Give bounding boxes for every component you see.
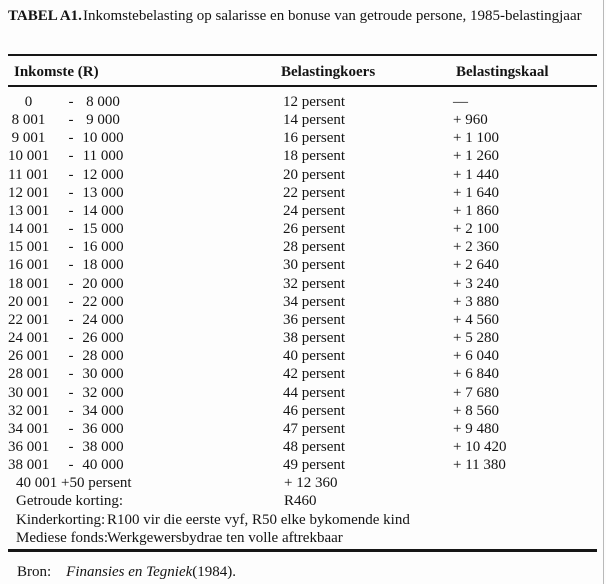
income-lower-bound: 12 001 <box>8 184 50 201</box>
table-header-row <box>0 60 606 85</box>
range-separator: - <box>68 148 74 165</box>
income-lower-bound: 30 001 <box>8 384 50 401</box>
table-row <box>0 384 606 402</box>
income-lower-bound: 36 001 <box>8 438 50 455</box>
income-upper-bound: 30 000 <box>82 366 124 383</box>
range-separator: - <box>68 348 74 365</box>
column-header-belastingkoers: Belastingkoers <box>281 64 376 80</box>
tax-rate: 42 persent <box>283 366 346 383</box>
tax-scale: + 6 040 <box>453 348 499 365</box>
income-lower-bound: 38 001 <box>8 457 50 474</box>
tax-scale: — <box>453 94 468 110</box>
income-upper-bound: 28 000 <box>82 348 124 365</box>
tax-scale: + 4 560 <box>453 311 499 328</box>
tax-rate: 28 persent <box>283 239 346 256</box>
column-header-inkomste: Inkomste (R) <box>14 64 99 80</box>
table-row <box>0 329 606 347</box>
income-upper-bound: 32 000 <box>82 384 124 401</box>
income-lower-bound: 16 001 <box>8 257 50 274</box>
table-row <box>0 166 606 184</box>
range-separator: - <box>68 402 74 419</box>
row-value: R460 <box>284 493 317 510</box>
income-lower-bound: 20 001 <box>8 293 50 310</box>
tax-rate: 34 persent <box>283 293 346 310</box>
tax-rate: 16 persent <box>283 130 346 147</box>
tax-rate: 30 persent <box>283 257 346 274</box>
table-title-label: TABEL A1. <box>8 8 82 24</box>
table-row <box>0 256 606 274</box>
range-separator: - <box>68 257 74 274</box>
income-upper-bound: 24 000 <box>82 311 124 328</box>
range-separator: - <box>68 275 74 292</box>
income-upper-bound: 16 000 <box>82 239 124 256</box>
income-upper-bound: 14 000 <box>82 202 124 219</box>
column-header-belastingskaal: Belastingskaal <box>456 64 549 80</box>
income-lower-bound: 24 001 <box>8 330 50 347</box>
range-separator: - <box>68 457 74 474</box>
table-row-mediese-fonds <box>0 529 606 547</box>
source-year: (1984). <box>192 564 237 580</box>
income-upper-bound: 11 000 <box>82 148 124 165</box>
tax-rate: 18 persent <box>283 148 346 165</box>
income-lower-bound: 14 001 <box>8 221 50 238</box>
table-row <box>0 311 606 329</box>
table-row <box>0 275 606 293</box>
income-lower-bound: 18 001 <box>8 275 50 292</box>
income-lower-bound: 9 001 <box>11 130 46 147</box>
tax-scale: + 10 420 <box>453 438 507 455</box>
tax-scale: + 7 680 <box>453 384 499 401</box>
table-row <box>0 111 606 129</box>
income-upper-bound: 38 000 <box>82 438 124 455</box>
row-label: Kinderkorting: <box>16 511 106 528</box>
tax-rate: 22 persent <box>283 184 346 201</box>
table-row <box>0 93 606 111</box>
table-bottom-rule <box>8 549 597 552</box>
table-row <box>0 238 606 256</box>
table-row-getroude-korting <box>0 492 606 510</box>
range-separator: - <box>68 384 74 401</box>
range-separator: - <box>68 330 74 347</box>
income-upper-bound: 13 000 <box>82 184 124 201</box>
range-separator: - <box>68 420 74 437</box>
table-header-rule <box>8 85 597 87</box>
table-row <box>0 347 606 365</box>
income-lower-bound: 13 001 <box>8 202 50 219</box>
tax-rate: 48 persent <box>283 438 346 455</box>
tax-scale: + 5 280 <box>453 330 499 347</box>
table-row <box>0 402 606 420</box>
income-upper-bound: 36 000 <box>82 420 124 437</box>
table-body <box>0 93 606 547</box>
range-separator: - <box>68 130 74 147</box>
income-upper-bound: 15 000 <box>82 221 124 238</box>
income-lower-bound: 26 001 <box>8 348 50 365</box>
income-upper-bound: 26 000 <box>82 330 124 347</box>
income-upper-bound: 12 000 <box>82 166 124 183</box>
table-row <box>0 438 606 456</box>
tax-rate: 24 persent <box>283 202 346 219</box>
income-upper-bound: 18 000 <box>82 257 124 274</box>
bracket-rows <box>0 93 606 474</box>
row-label: Mediese fonds: <box>16 529 109 546</box>
tax-rate: 47 persent <box>283 420 346 437</box>
row-value: + 12 360 <box>284 475 338 492</box>
tax-scale: + 960 <box>453 112 488 129</box>
income-lower-bound: 15 001 <box>8 239 50 256</box>
income-lower-bound: 11 001 <box>8 166 49 183</box>
table-row-top-bracket <box>0 474 606 492</box>
table-row <box>0 293 606 311</box>
source-line <box>17 562 236 582</box>
range-separator: - <box>68 239 74 256</box>
table-row-kinderkorting <box>0 511 606 529</box>
income-upper-bound: 40 000 <box>82 457 124 474</box>
range-separator: - <box>68 366 74 383</box>
tax-rate: 40 persent <box>283 348 346 365</box>
income-lower-bound: 34 001 <box>8 420 50 437</box>
row-label: Getroude korting: <box>16 493 124 510</box>
range-separator: - <box>68 438 74 455</box>
row-label: 40 001 +50 persent <box>16 475 132 492</box>
income-upper-bound: 8 000 <box>86 94 120 110</box>
income-lower-bound: 22 001 <box>8 311 50 328</box>
range-separator: - <box>68 293 74 310</box>
table-row <box>0 184 606 202</box>
tax-scale: + 2 640 <box>453 257 499 274</box>
income-lower-bound: 8 001 <box>11 112 46 129</box>
source-work-title: Finansies en Tegniek <box>66 564 193 580</box>
table-row <box>0 202 606 220</box>
table-row <box>0 365 606 383</box>
tax-scale: + 3 880 <box>453 293 499 310</box>
table-top-rule <box>8 54 597 56</box>
range-separator: - <box>68 202 74 219</box>
range-separator: - <box>68 112 74 129</box>
tax-scale: + 1 100 <box>453 130 499 147</box>
tax-scale: + 6 840 <box>453 366 499 383</box>
income-lower-bound: 32 001 <box>8 402 50 419</box>
tax-scale: + 1 260 <box>453 148 499 165</box>
income-upper-bound: 20 000 <box>82 275 124 292</box>
tax-rate: 38 persent <box>283 330 346 347</box>
tax-rate: 20 persent <box>283 166 346 183</box>
income-lower-bound: 0 <box>24 94 33 110</box>
tax-scale: + 3 240 <box>453 275 499 292</box>
tax-rate: 12 persent <box>283 94 346 110</box>
range-separator: - <box>68 166 74 183</box>
source-label: Bron: <box>17 564 52 580</box>
tax-rate: 32 persent <box>283 275 346 292</box>
tax-rate: 46 persent <box>283 402 346 419</box>
tax-rate: 36 persent <box>283 311 346 328</box>
row-value: Werkgewersbydrae ten volle aftrekbaar <box>107 529 343 546</box>
range-separator: - <box>68 221 74 238</box>
income-upper-bound: 22 000 <box>82 293 124 310</box>
income-upper-bound: 9 000 <box>86 112 120 129</box>
income-lower-bound: 10 001 <box>8 148 50 165</box>
tax-rate: 44 persent <box>283 384 346 401</box>
table-row <box>0 456 606 474</box>
tax-scale: + 1 640 <box>453 184 499 201</box>
income-upper-bound: 34 000 <box>82 402 124 419</box>
tax-rate: 26 persent <box>283 221 346 238</box>
row-value: R100 vir die eerste vyf, R50 elke bykomende kind <box>107 511 410 528</box>
tax-scale: + 11 380 <box>453 457 506 474</box>
range-separator: - <box>68 94 74 110</box>
table-row <box>0 129 606 147</box>
table-row <box>0 420 606 438</box>
income-upper-bound: 10 000 <box>82 130 124 147</box>
range-separator: - <box>68 184 74 201</box>
table-title-text: Inkomstebelasting op salarisse en bonuse van getroude persone, 1985-belastingjaar <box>83 8 582 24</box>
income-lower-bound: 28 001 <box>8 366 50 383</box>
table-row <box>0 220 606 238</box>
tax-rate: 14 persent <box>283 112 346 129</box>
tax-scale: + 8 560 <box>453 402 499 419</box>
tax-rate: 49 persent <box>283 457 346 474</box>
range-separator: - <box>68 311 74 328</box>
tax-scale: + 9 480 <box>453 420 499 437</box>
table-row <box>0 147 606 165</box>
tax-scale: + 1 860 <box>453 202 499 219</box>
tax-scale: + 2 100 <box>453 221 499 238</box>
tax-scale: + 1 440 <box>453 166 499 183</box>
tax-scale: + 2 360 <box>453 239 499 256</box>
